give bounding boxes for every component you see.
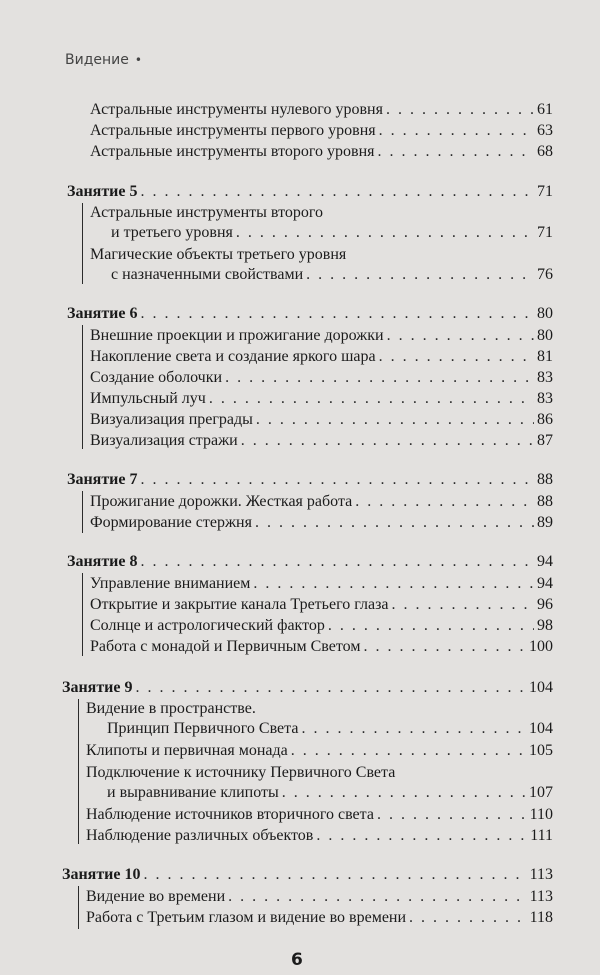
toc-entry-page: 96 [537, 596, 553, 613]
dot-leader [225, 369, 534, 387]
toc-entry-title: и выравнивание клипоты [107, 784, 279, 801]
dot-leader [136, 679, 527, 697]
toc-entry-title: Открытие и закрытие канала Третьего глаза [90, 596, 389, 613]
toc-entry-title: Принцип Первичного Света [107, 720, 299, 737]
dot-leader [379, 348, 534, 366]
toc-entry-page: 76 [537, 266, 553, 283]
toc-entry[interactable] [90, 369, 553, 387]
lesson-heading[interactable] [67, 553, 553, 571]
toc-entry-page: 105 [529, 742, 553, 759]
toc-entry-page: 89 [537, 514, 553, 531]
toc-entry[interactable] [90, 432, 553, 450]
lesson-page: 71 [537, 183, 553, 200]
dot-leader [282, 784, 526, 802]
dot-leader [291, 742, 526, 760]
dot-leader [141, 305, 535, 323]
toc-entry-title: Работа с монадой и Первичным Светом [90, 638, 361, 655]
dot-leader [386, 101, 534, 119]
dot-leader [392, 596, 535, 614]
toc-entry-page: 88 [537, 493, 553, 510]
toc-entry-page: 63 [537, 122, 553, 139]
toc-entry[interactable] [90, 348, 553, 366]
running-head-title: Видение [65, 52, 129, 68]
toc-entry[interactable] [90, 411, 553, 429]
lesson-heading[interactable] [67, 183, 553, 201]
toc-entry-page: 83 [537, 390, 553, 407]
toc-entry[interactable] [90, 122, 553, 140]
lesson-title: Занятие 8 [67, 553, 138, 570]
toc-entry-page: 61 [537, 101, 553, 118]
toc-entry[interactable] [107, 784, 553, 802]
lesson-heading[interactable] [62, 679, 553, 697]
toc-entry[interactable] [90, 143, 553, 161]
lesson-page: 80 [537, 305, 553, 322]
toc-entry-title: Видение во времени [86, 888, 226, 905]
toc-entry-title-line[interactable]: Магические объекты третьего уровня [90, 246, 347, 263]
toc-entry-title: Визуализация преграды [90, 411, 253, 428]
dot-leader [379, 122, 534, 140]
toc-entry-page: 87 [537, 432, 553, 449]
toc-entry-title: Формирование стержня [90, 514, 252, 531]
toc-entry-page: 80 [537, 327, 553, 344]
lesson-title: Занятие 9 [62, 679, 133, 696]
dot-leader [228, 888, 526, 906]
toc-entry-title: Прожигание дорожки. Жесткая работа [90, 493, 353, 510]
dot-leader [236, 224, 534, 242]
lesson-page: 88 [537, 471, 553, 488]
section-rule [82, 325, 83, 449]
toc-entry-title: Создание оболочки [90, 369, 223, 386]
dot-leader [256, 411, 534, 429]
toc-entry[interactable] [86, 888, 553, 906]
dot-leader [328, 617, 534, 635]
lesson-title: Занятие 7 [67, 471, 138, 488]
lesson-title: Занятие 5 [67, 183, 138, 200]
section-rule [78, 699, 79, 844]
lesson-page: 104 [529, 679, 553, 696]
toc-entry[interactable] [111, 266, 553, 284]
toc-entry[interactable] [90, 327, 553, 345]
dot-leader [141, 183, 535, 201]
section-rule [82, 203, 83, 284]
section-rule [78, 886, 79, 929]
toc-entry-page: 113 [529, 888, 553, 905]
running-head-bullet: • [134, 53, 142, 67]
dot-leader [141, 553, 535, 571]
section-rule [82, 573, 83, 656]
toc-entry-title: Астральные инструменты первого уровня [90, 122, 376, 139]
dot-leader [387, 327, 534, 345]
dot-leader [377, 806, 527, 824]
toc-entry-title: Работа с Третьим глазом и видение во времени [86, 909, 407, 926]
toc-entry-title-line[interactable]: Видение в пространстве. [86, 700, 256, 717]
toc-entry-page: 118 [529, 909, 553, 926]
section-rule [82, 491, 83, 533]
toc-entry-title: Астральные инструменты второго уровня [90, 143, 375, 160]
toc-entry-page: 100 [529, 638, 553, 655]
dot-leader [355, 493, 534, 511]
lesson-page: 113 [529, 866, 553, 883]
toc-entry-page: 111 [530, 827, 553, 844]
dot-leader [306, 266, 534, 284]
toc-entry-page: 86 [537, 411, 553, 428]
dot-leader [209, 390, 534, 408]
dot-leader [316, 827, 527, 845]
toc-entry[interactable] [90, 596, 553, 614]
toc-entry-title-line[interactable]: Астральные инструменты второго [90, 204, 324, 221]
page-number: 6 [291, 950, 303, 970]
toc-entry-title: Управление вниманием [90, 575, 251, 592]
toc-entry[interactable] [86, 909, 553, 927]
lesson-title: Занятие 6 [67, 305, 138, 322]
toc-entry-title: Наблюдение источников вторичного света [86, 806, 374, 823]
toc-entry[interactable] [90, 638, 553, 656]
toc-entry-title: Наблюдение различных объектов [86, 827, 314, 844]
lesson-heading[interactable] [67, 471, 553, 489]
toc-entry[interactable] [86, 806, 553, 824]
toc-entry-title: Накопление света и создание яркого шара [90, 348, 376, 365]
toc-entry[interactable] [107, 720, 553, 738]
toc-entry-page: 110 [529, 806, 553, 823]
toc-entry-page: 68 [537, 143, 553, 160]
toc-entry-title: Визуализация стражи [90, 432, 238, 449]
toc-entry-page: 83 [537, 369, 553, 386]
toc-entry-page: 71 [537, 224, 553, 241]
lesson-page: 94 [537, 553, 553, 570]
lesson-heading[interactable] [62, 866, 553, 884]
lesson-heading[interactable] [67, 305, 553, 323]
toc-entry-title: Импульсный луч [90, 390, 206, 407]
toc-entry[interactable] [86, 827, 553, 845]
toc-entry-title: Астральные инструменты нулевого уровня [90, 101, 383, 118]
toc-entry[interactable] [90, 493, 553, 511]
toc-entry[interactable] [90, 575, 553, 593]
toc-entry-page: 98 [537, 617, 553, 634]
dot-leader [363, 638, 526, 656]
toc-entry[interactable] [90, 514, 553, 532]
toc-entry-page: 94 [537, 575, 553, 592]
toc-entry-title-line[interactable]: Подключение к источнику Первичного Света [86, 764, 396, 781]
toc-entry-title: и третьего уровня [111, 224, 233, 241]
dot-leader [144, 866, 527, 884]
dot-leader [141, 471, 535, 489]
toc-entry[interactable] [90, 101, 553, 119]
toc-entry-page: 104 [529, 720, 553, 737]
toc-entry-title: с назначенными свойствами [111, 266, 304, 283]
dot-leader [409, 909, 527, 927]
toc-entry-page: 81 [537, 348, 553, 365]
running-head [65, 52, 142, 68]
dot-leader [301, 720, 526, 738]
toc-entry-title: Солнце и астрологический фактор [90, 617, 325, 634]
toc-entry[interactable] [86, 742, 553, 760]
dot-leader [255, 514, 534, 532]
lesson-title: Занятие 10 [62, 866, 141, 883]
dot-leader [377, 143, 534, 161]
dot-leader [241, 432, 534, 450]
toc-entry-page: 107 [529, 784, 553, 801]
toc-entry[interactable] [90, 390, 553, 408]
toc-entry[interactable] [90, 617, 553, 635]
toc-entry-title: Внешние проекции и прожигание дорожки [90, 327, 384, 344]
toc-entry-title: Клипоты и первичная монада [86, 742, 288, 759]
toc-entry[interactable] [111, 224, 553, 242]
dot-leader [253, 575, 534, 593]
